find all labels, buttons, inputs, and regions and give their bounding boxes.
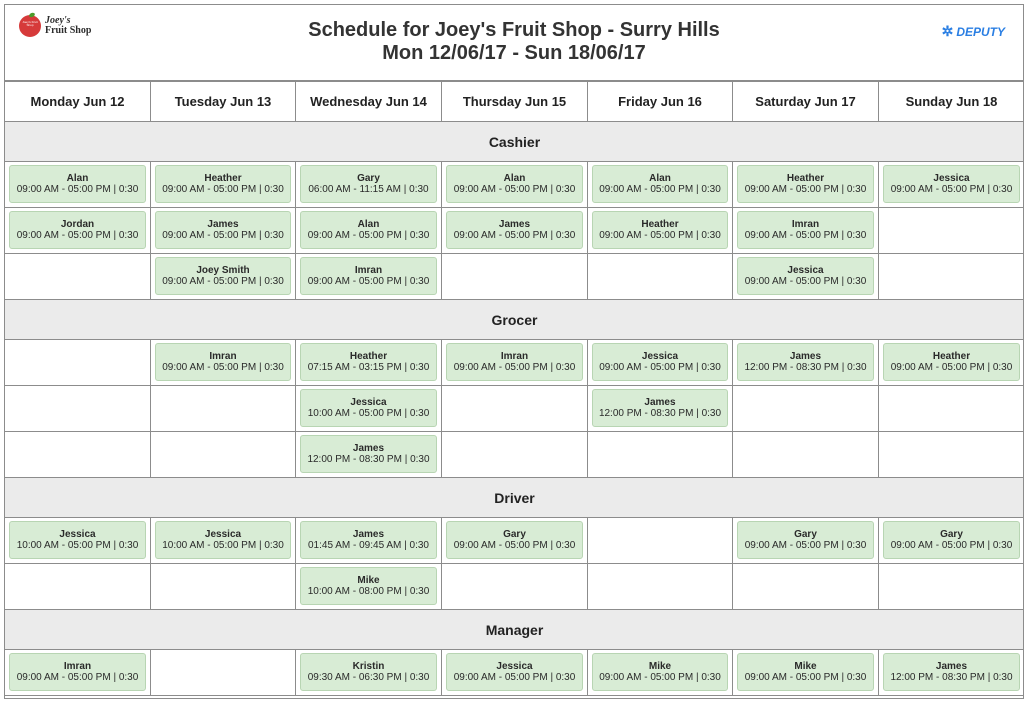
employee-name: James: [207, 219, 239, 230]
shift-card[interactable]: [592, 653, 728, 691]
day-cell: [879, 340, 1025, 386]
day-cell: [151, 254, 296, 300]
employee-name: Heather: [641, 219, 679, 230]
day-cell: [442, 162, 588, 208]
employee-name: Heather: [204, 173, 242, 184]
shift-card[interactable]: [446, 343, 583, 381]
shift-card[interactable]: [737, 257, 874, 295]
shift-time: 09:00 AM - 05:00 PM | 0:30: [453, 230, 576, 241]
shift-time: 09:00 AM - 05:00 PM | 0:30: [162, 276, 284, 287]
employee-name: Joey Smith: [196, 265, 250, 276]
day-cell: [733, 564, 879, 610]
day-cell: [733, 650, 879, 696]
logo-line-1: Joey's: [45, 15, 71, 26]
day-cell: [879, 650, 1025, 696]
shift-card[interactable]: [592, 211, 728, 249]
day-cell: [588, 432, 733, 478]
shift-time: 09:00 AM - 05:00 PM | 0:30: [162, 184, 284, 195]
day-cell: [588, 386, 733, 432]
employee-name: Imran: [63, 661, 92, 672]
day-cell: [5, 564, 151, 610]
employee-name: Jessica: [933, 173, 970, 184]
employee-name: Heather: [786, 173, 825, 184]
day-cell: [733, 162, 879, 208]
employee-name: Imran: [354, 265, 383, 276]
schedule-page: [4, 4, 1024, 699]
shift-time: 09:00 AM - 05:00 PM | 0:30: [744, 672, 867, 683]
logo-mark-text: Joey's Fruit Shop: [22, 20, 38, 27]
section-title: Grocer: [5, 300, 1025, 340]
shift-time: 12:00 PM - 08:30 PM | 0:30: [744, 362, 867, 373]
section-title: Cashier: [5, 122, 1025, 162]
day-cell: [442, 564, 588, 610]
shift-card[interactable]: [155, 211, 291, 249]
employee-name: Jessica: [787, 265, 824, 276]
employee-name: Jessica: [641, 351, 679, 362]
shift-card[interactable]: [300, 343, 437, 381]
shift-time: 09:00 AM - 05:00 PM | 0:30: [599, 230, 721, 241]
page-title: [5, 19, 1023, 65]
day-header-row: [5, 82, 1025, 122]
shift-time: 10:00 AM - 05:00 PM | 0:30: [162, 540, 284, 551]
shift-card[interactable]: [300, 165, 437, 203]
employee-name: James: [935, 661, 968, 672]
shift-card[interactable]: [737, 211, 874, 249]
shift-time: 09:30 AM - 06:30 PM | 0:30: [307, 672, 430, 683]
schedule-header: [5, 5, 1023, 81]
shift-row: [5, 386, 1025, 432]
day-cell: [151, 208, 296, 254]
shift-card[interactable]: [300, 211, 437, 249]
day-cell: [733, 208, 879, 254]
day-header: Thursday Jun 15: [442, 82, 588, 122]
shift-row: [5, 650, 1025, 696]
deputy-logo-icon: ✲: [941, 23, 954, 39]
day-cell: [733, 386, 879, 432]
shift-time: 09:00 AM - 05:00 PM | 0:30: [162, 230, 284, 241]
day-cell: [588, 518, 733, 564]
employee-name: Heather: [349, 351, 388, 362]
day-cell: [296, 518, 442, 564]
day-cell: [296, 162, 442, 208]
logo-line-2: Fruit Shop: [45, 25, 92, 36]
day-cell: [151, 650, 296, 696]
shift-time: 12:00 PM - 08:30 PM | 0:30: [890, 672, 1013, 683]
day-cell: [5, 254, 151, 300]
shift-row: [5, 162, 1025, 208]
shift-time: 09:00 AM - 05:00 PM | 0:30: [162, 362, 284, 373]
shift-time: 09:00 AM - 05:00 PM | 0:30: [453, 540, 576, 551]
shift-time: 09:00 AM - 05:00 PM | 0:30: [744, 230, 867, 241]
shift-card[interactable]: [300, 435, 437, 473]
day-cell: [5, 650, 151, 696]
employee-name: Alan: [649, 173, 671, 184]
employee-name: Alan: [66, 173, 89, 184]
day-cell: [296, 254, 442, 300]
shift-time: 12:00 PM - 08:30 PM | 0:30: [598, 408, 722, 419]
day-header: Friday Jun 16: [588, 82, 733, 122]
day-header: Monday Jun 12: [5, 82, 151, 122]
shift-time: 09:00 AM - 05:00 PM | 0:30: [890, 184, 1013, 195]
title-line-1: Schedule for Joey's Fruit Shop - Surry Hills: [308, 19, 720, 41]
shift-time: 09:00 AM - 05:00 PM | 0:30: [307, 276, 430, 287]
section-row: [5, 478, 1025, 518]
shift-time: 09:00 AM - 05:00 PM | 0:30: [744, 276, 867, 287]
shift-row: [5, 254, 1025, 300]
shift-row: [5, 208, 1025, 254]
day-header: Sunday Jun 18: [879, 82, 1025, 122]
section-title: Driver: [5, 478, 1025, 518]
day-cell: [879, 432, 1025, 478]
shift-card[interactable]: [9, 521, 146, 559]
shift-time: 10:00 AM - 05:00 PM | 0:30: [307, 408, 430, 419]
shift-time: 09:00 AM - 05:00 PM | 0:30: [599, 184, 721, 195]
day-cell: [733, 432, 879, 478]
shift-card[interactable]: [592, 343, 728, 381]
day-cell: [151, 432, 296, 478]
day-cell: [5, 386, 151, 432]
employee-name: Imran: [791, 219, 820, 230]
shift-time: 09:00 AM - 05:00 PM | 0:30: [453, 362, 576, 373]
shift-card[interactable]: [446, 165, 583, 203]
shift-time: 07:15 AM - 03:15 PM | 0:30: [307, 362, 430, 373]
employee-name: James: [644, 397, 676, 408]
shift-time: 09:00 AM - 05:00 PM | 0:30: [16, 230, 139, 241]
employee-name: Jessica: [59, 529, 96, 540]
day-cell: [879, 162, 1025, 208]
day-cell: [5, 162, 151, 208]
shift-card[interactable]: [155, 521, 291, 559]
day-cell: [879, 564, 1025, 610]
section-title: Manager: [5, 610, 1025, 650]
day-header: Tuesday Jun 13: [151, 82, 296, 122]
employee-name: Gary: [357, 173, 380, 184]
shift-card[interactable]: [592, 165, 728, 203]
employee-name: Jessica: [350, 397, 387, 408]
shift-card[interactable]: [446, 653, 583, 691]
shift-card[interactable]: [155, 257, 291, 295]
employee-name: Imran: [500, 351, 529, 362]
day-cell: [879, 386, 1025, 432]
day-cell: [588, 340, 733, 386]
employee-name: Gary: [794, 529, 817, 540]
shift-time: 09:00 AM - 05:00 PM | 0:30: [453, 184, 576, 195]
day-cell: [879, 208, 1025, 254]
shift-card[interactable]: [300, 389, 437, 427]
shift-card[interactable]: [300, 653, 437, 691]
shift-card[interactable]: [592, 389, 728, 427]
shift-time: 12:00 PM - 08:30 PM | 0:30: [307, 454, 430, 465]
day-header: Saturday Jun 17: [733, 82, 879, 122]
shift-row: [5, 432, 1025, 478]
shift-card[interactable]: [737, 521, 874, 559]
day-cell: [5, 518, 151, 564]
employee-name: Mike: [648, 661, 672, 672]
day-cell: [151, 162, 296, 208]
employee-name: Kristin: [352, 661, 385, 672]
shift-card[interactable]: [446, 211, 583, 249]
day-cell: [296, 650, 442, 696]
deputy-brand-name: DEPUTY: [956, 24, 1005, 39]
shift-time: 09:00 AM - 05:00 PM | 0:30: [599, 362, 721, 373]
day-cell: [442, 432, 588, 478]
shift-time: 10:00 AM - 05:00 PM | 0:30: [16, 540, 139, 551]
employee-name: Jessica: [496, 661, 533, 672]
day-cell: [442, 208, 588, 254]
day-cell: [879, 254, 1025, 300]
day-cell: [296, 340, 442, 386]
shift-card[interactable]: [9, 211, 146, 249]
shift-time: 09:00 AM - 05:00 PM | 0:30: [744, 540, 867, 551]
day-cell: [733, 518, 879, 564]
shift-time: 06:00 AM - 11:15 AM | 0:30: [308, 184, 429, 195]
employee-name: Imran: [209, 351, 237, 362]
shift-row: [5, 518, 1025, 564]
shift-card[interactable]: [9, 165, 146, 203]
day-cell: [442, 386, 588, 432]
shift-card[interactable]: [883, 653, 1020, 691]
day-cell: [733, 340, 879, 386]
day-cell: [442, 518, 588, 564]
shift-time: 09:00 AM - 05:00 PM | 0:30: [599, 672, 721, 683]
shift-time: 09:00 AM - 05:00 PM | 0:30: [453, 672, 576, 683]
shift-card[interactable]: [737, 165, 874, 203]
employee-name: Gary: [940, 529, 963, 540]
employee-name: Jessica: [204, 529, 242, 540]
employee-name: James: [498, 219, 531, 230]
shift-time: 09:00 AM - 05:00 PM | 0:30: [890, 362, 1013, 373]
shift-row: [5, 340, 1025, 386]
shift-card[interactable]: [9, 653, 146, 691]
schedule-body: [5, 122, 1025, 696]
employee-name: James: [352, 443, 385, 454]
day-cell: [151, 518, 296, 564]
employee-name: Alan: [503, 173, 526, 184]
employee-name: Gary: [503, 529, 526, 540]
section-row: [5, 610, 1025, 650]
shift-card[interactable]: [300, 257, 437, 295]
section-row: [5, 300, 1025, 340]
employee-name: Jordan: [60, 219, 95, 230]
employee-name: Heather: [932, 351, 971, 362]
shift-time: 09:00 AM - 05:00 PM | 0:30: [890, 540, 1013, 551]
shift-card[interactable]: [883, 343, 1020, 381]
day-cell: [296, 432, 442, 478]
day-cell: [442, 254, 588, 300]
shift-time: 09:00 AM - 05:00 PM | 0:30: [16, 184, 139, 195]
shift-card[interactable]: [737, 343, 874, 381]
day-cell: [5, 208, 151, 254]
day-cell: [588, 162, 733, 208]
shift-card[interactable]: [155, 165, 291, 203]
shift-time: 09:00 AM - 05:00 PM | 0:30: [744, 184, 867, 195]
day-cell: [296, 564, 442, 610]
day-cell: [588, 254, 733, 300]
employee-name: Mike: [794, 661, 817, 672]
day-cell: [296, 208, 442, 254]
shift-card[interactable]: [300, 567, 437, 605]
shift-card[interactable]: [737, 653, 874, 691]
day-cell: [733, 254, 879, 300]
shift-row: [5, 564, 1025, 610]
day-cell: [588, 208, 733, 254]
section-row: [5, 122, 1025, 162]
day-cell: [5, 340, 151, 386]
deputy-brand: [942, 23, 1005, 40]
day-cell: [879, 518, 1025, 564]
shift-card[interactable]: [883, 521, 1020, 559]
day-cell: [151, 340, 296, 386]
day-header: Wednesday Jun 14: [296, 82, 442, 122]
shift-card[interactable]: [446, 521, 583, 559]
employee-name: Mike: [357, 575, 380, 586]
shift-time: 09:00 AM - 05:00 PM | 0:30: [16, 672, 139, 683]
day-cell: [442, 650, 588, 696]
day-cell: [442, 340, 588, 386]
day-cell: [5, 432, 151, 478]
day-cell: [296, 386, 442, 432]
shift-card[interactable]: [300, 521, 437, 559]
day-cell: [151, 386, 296, 432]
employee-name: Alan: [357, 219, 380, 230]
day-cell: [588, 564, 733, 610]
employee-name: James: [789, 351, 822, 362]
day-cell: [151, 564, 296, 610]
schedule-table: [4, 81, 1024, 696]
shift-card[interactable]: [155, 343, 291, 381]
shift-card[interactable]: [883, 165, 1020, 203]
shift-time: 09:00 AM - 05:00 PM | 0:30: [307, 230, 430, 241]
shift-time: 10:00 AM - 08:00 PM | 0:30: [307, 586, 430, 597]
shift-time: 01:45 AM - 09:45 AM | 0:30: [307, 540, 429, 551]
day-cell: [588, 650, 733, 696]
title-line-2: Mon 12/06/17 - Sun 18/06/17: [382, 42, 646, 64]
employee-name: James: [352, 529, 385, 540]
